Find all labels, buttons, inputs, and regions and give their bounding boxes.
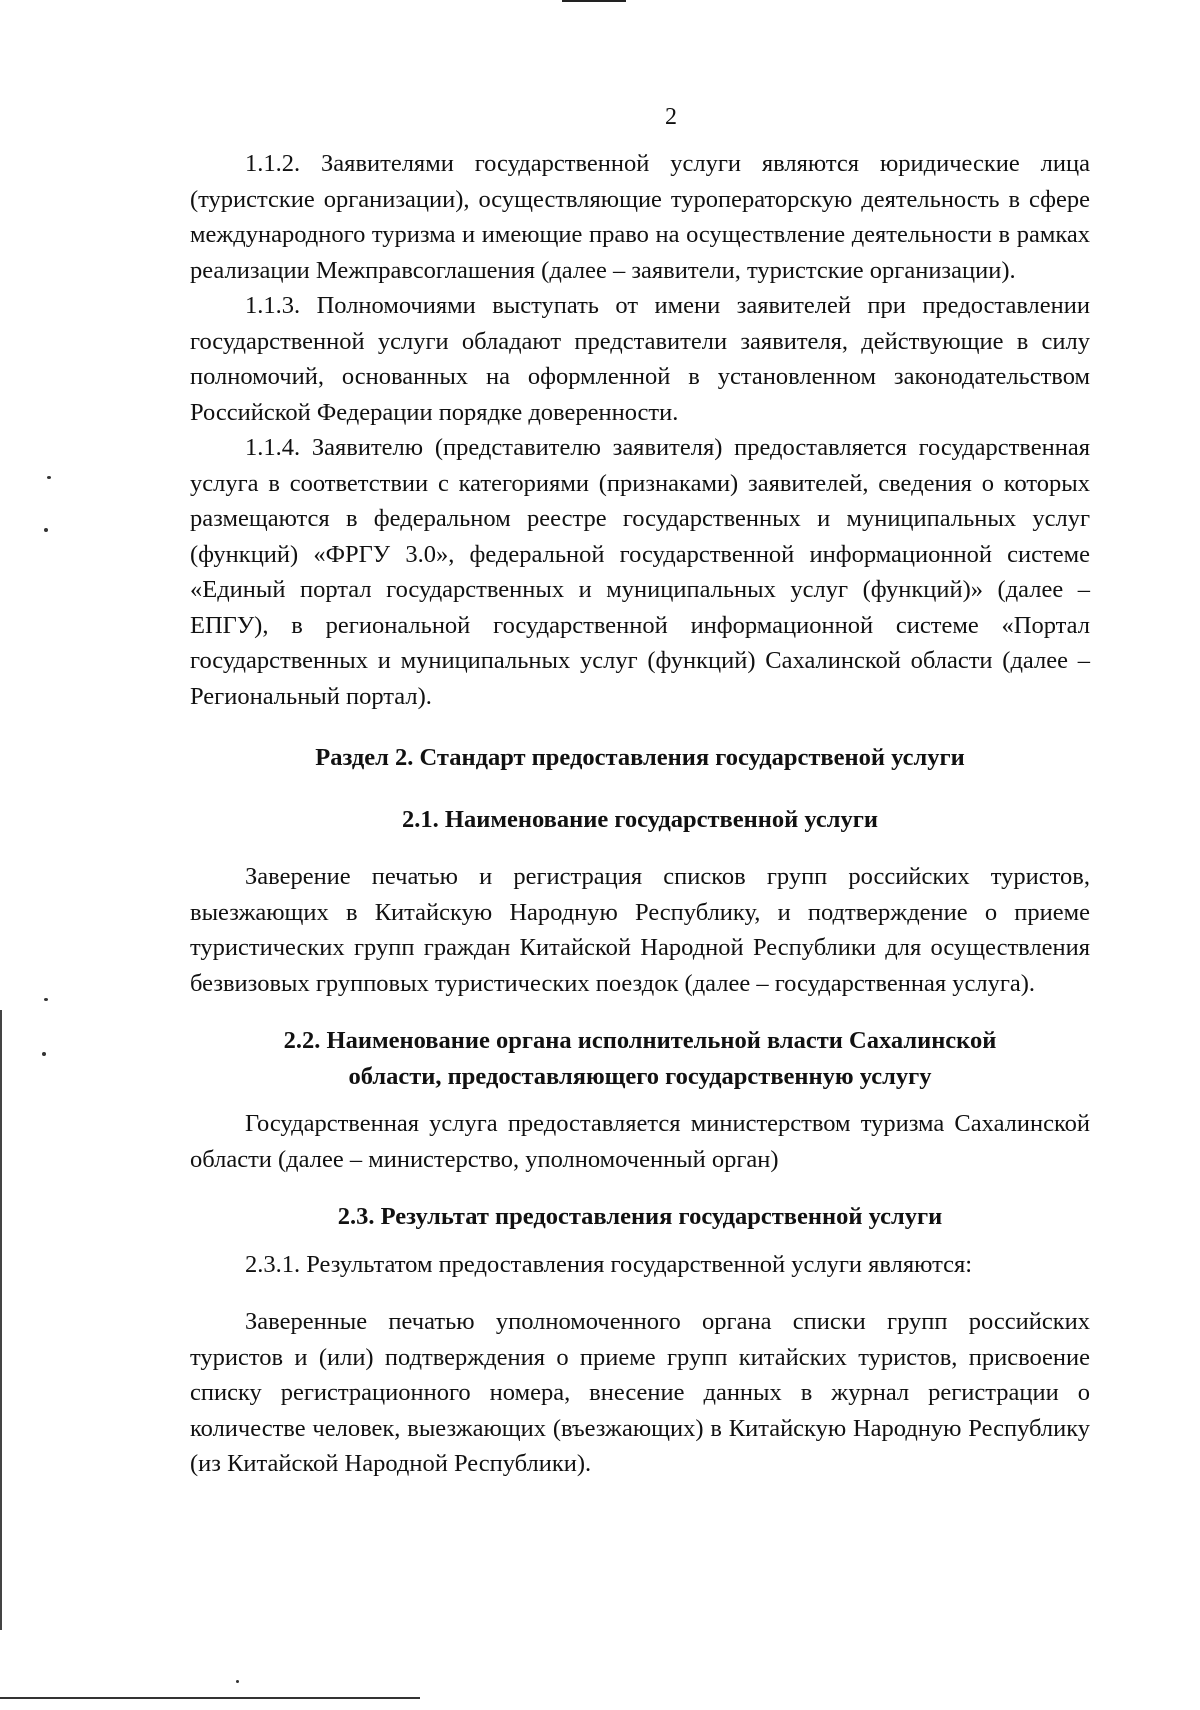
scan-top-mark [562,0,626,5]
paragraph-1-1-4: 1.1.4. Заявителю (представителю заявителя) предоставляется государственная услуга в соответствии с категориями (признаками) заявителей, сведения о которых размещаются в федеральном реестре государственных и муниципальных услуг (функций) «ФРГУ 3.0», федеральной государственной информационной системе «Единый портал государственных и муниципальных услуг (функций)» (далее – ЕПГУ), в региональной государственной информационной системе «Портал государственных и муниципальных услуг (функций) Сахалинской области (далее – Региональный портал). [190,434,1090,710]
scan-speck [44,528,48,532]
paragraph-2-1: Заверение печатью и регистрация списков групп российских туристов, выезжающих в Китайскую Народную Республику, и подтверждение о приеме туристических групп граждан Китайской Народной Республики для осуществления безвизовых групповых туристических поездок (далее – государственная услуга). [190,863,1090,997]
heading-2-2-line-1: 2.2. Наименование органа исполнительной власти Сахалинской [283,1027,997,1054]
paragraph-2-2: Государственная услуга предоставляется министерством туризма Сахалинской области (далее – министерство, уполномоченный орган) [190,1110,1090,1173]
heading-2-1: 2.1. Наименование государственной услуги [402,805,878,833]
paragraph-2-3-result: Заверенные печатью уполномоченного органа списки групп российских туристов и (или) подтверждения о приеме групп китайских туристов, присвоение списку регистрационного номера, внесение данных в журнал регистрации о количестве человек, выезжающих (въезжающих) в Китайскую Народную Республику (из Китайской Народной Республики). [190,1308,1090,1477]
paragraph-1-1-3: 1.1.3. Полномочиями выступать от имени заявителей при предоставлении государственной услуги обладают представители заявителя, действующие в силу полномочий, основанных на оформленной в установленном законодательством Российской Федерации порядке доверенности. [190,292,1090,426]
heading-2-2-line-2: области, предоставляющего государственную услугу [348,1062,932,1090]
page-number: 2 [665,104,677,130]
scan-speck [47,476,51,479]
heading-2-2 [190,1023,1090,1094]
scan-speck [236,1680,239,1683]
scan-bottom-line [0,1697,420,1699]
scan-left-edge [0,1010,2,1630]
scan-speck [44,998,48,1001]
document-body [190,146,1090,1482]
paragraph-2-3-1: 2.3.1. Результатом предоставления государственной услуги являются: [245,1250,973,1278]
section-2-heading: Раздел 2. Стандарт предоставления государственой услуги [315,744,965,771]
scan-speck [42,1052,46,1056]
paragraph-1-1-2: 1.1.2. Заявителями государственной услуги являются юридические лица (туристские организации), осуществляющие туроператорскую деятельность в сфере международного туризма и имеющие право на осуществление деятельности в рамках реализации Межправсоглашения (далее – заявители, туристские организации). [190,150,1090,284]
heading-2-3: 2.3. Результат предоставления государственной услуги [337,1203,943,1230]
